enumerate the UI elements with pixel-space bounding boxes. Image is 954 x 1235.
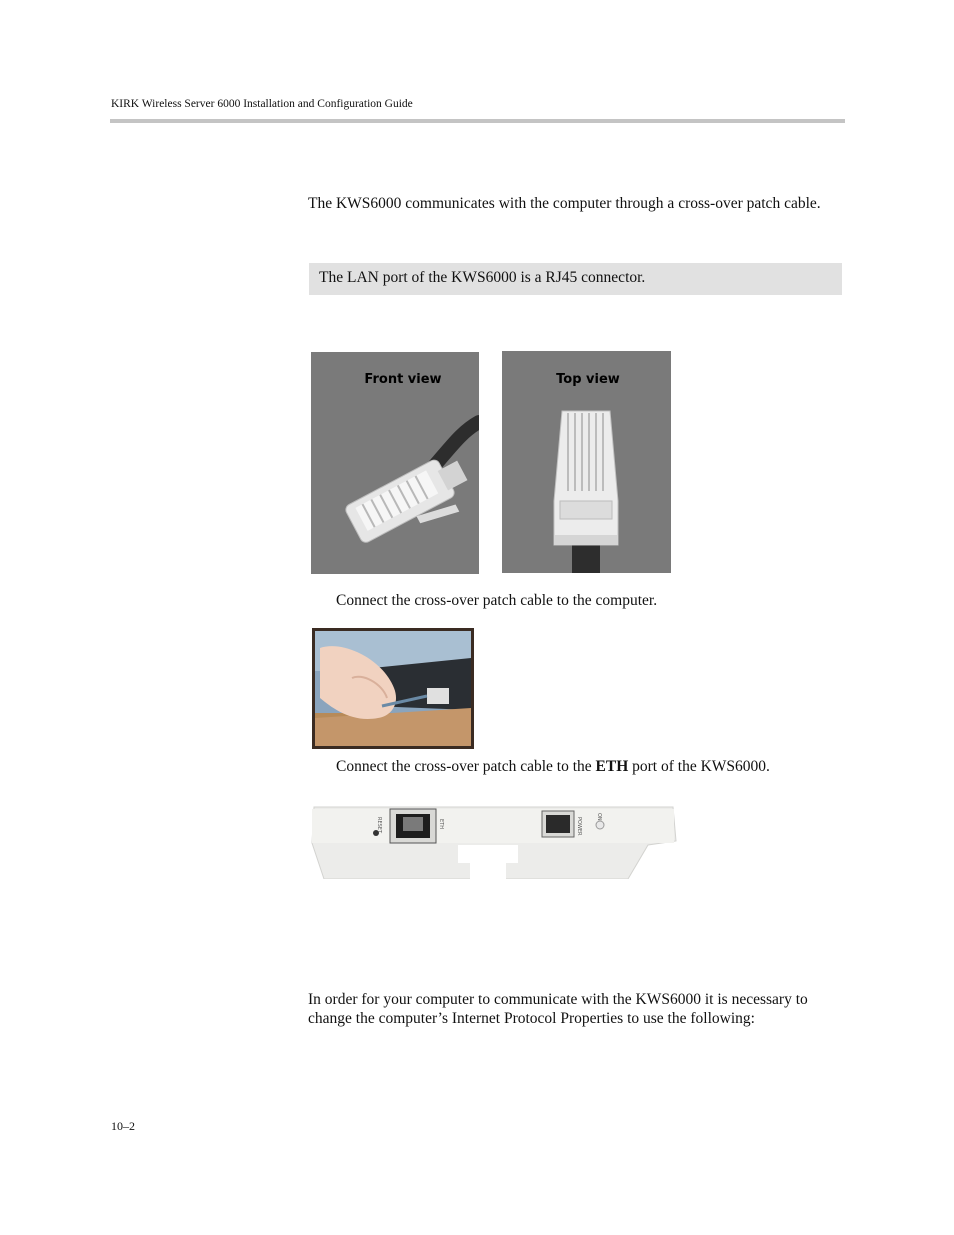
eth-port-name: ETH <box>595 758 629 775</box>
step-2-prefix: Connect the cross-over patch cable to the <box>336 758 596 775</box>
power-label: POWER <box>576 817 582 836</box>
running-header: KIRK Wireless Server 6000 Installation and Configuration Guide <box>111 98 413 110</box>
step-2-suffix: port of the KWS6000. <box>628 758 770 775</box>
reset-label: RESET <box>376 817 382 834</box>
step-1-text: Connect the cross-over patch cable to the computer. <box>336 592 658 609</box>
step-2-text <box>336 757 770 776</box>
kws6000-device-photo <box>308 795 679 879</box>
header-rule <box>110 119 845 123</box>
laptop-cable-photo <box>312 628 474 749</box>
front-view-photo <box>311 352 479 574</box>
eth-label: ETH <box>438 819 444 829</box>
top-view-label: Top view <box>556 372 620 387</box>
note-box <box>309 263 842 295</box>
front-view-label: Front view <box>364 372 442 387</box>
outro-paragraph: In order for your computer to communicate with the KWS6000 it is necessary to change the computer’s Internet Protocol Properties to use the following: <box>308 991 808 1027</box>
on-led-label: ON <box>596 813 602 821</box>
intro-paragraph: The KWS6000 communicates with the computer through a cross-over patch cable. <box>308 195 821 212</box>
page-number: 10–2 <box>111 1119 135 1133</box>
top-view-photo <box>502 351 671 573</box>
note-text: The LAN port of the KWS6000 is a RJ45 connector. <box>319 269 646 286</box>
